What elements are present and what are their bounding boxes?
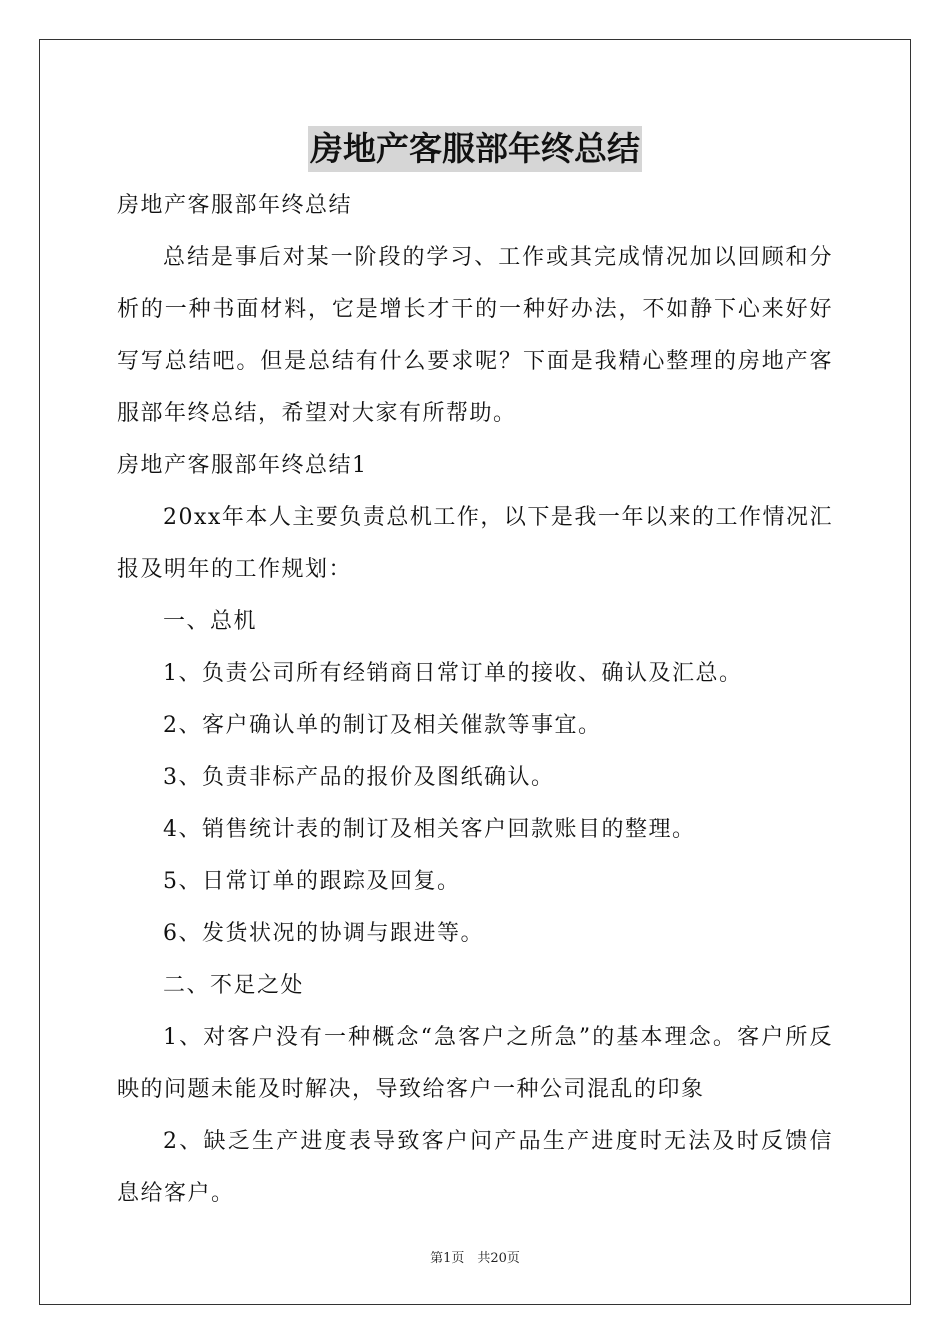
- title-area: [0, 126, 950, 172]
- list-item: 2、缺乏生产进度表导致客户问产品生产进度时无法及时反馈信息给客户。: [117, 1129, 833, 1206]
- section-heading: 房地产客服部年终总结1: [117, 453, 368, 478]
- page-number: 第1页 共20页: [430, 1251, 520, 1266]
- list-item: 3、负责非标产品的报价及图纸确认。: [163, 765, 555, 790]
- list-item: 1、对客户没有一种概念“急客户之所急”的基本理念。客户所反映的问题未能及时解决，导致给客户一种公司混乱的印象: [117, 1025, 833, 1102]
- paragraph: 20xx年本人主要负责总机工作，以下是我一年以来的工作情况汇报及明年的工作规划：: [117, 505, 833, 582]
- paragraph: 房地产客服部年终总结: [117, 193, 353, 218]
- list-item: 2、客户确认单的制订及相关催款等事宜。: [163, 713, 602, 738]
- list-item: 1、负责公司所有经销商日常订单的接收、确认及汇总。: [163, 661, 743, 686]
- document-title: 房地产客服部年终总结: [308, 126, 642, 172]
- document-body: [117, 180, 833, 1220]
- section-heading: 一、总机: [163, 609, 258, 634]
- list-item: 5、日常订单的跟踪及回复。: [163, 869, 461, 894]
- list-item: 6、发货状况的协调与跟进等。: [163, 921, 484, 946]
- section-heading: 二、不足之处: [163, 973, 305, 998]
- paragraph: 总结是事后对某一阶段的学习、工作或其完成情况加以回顾和分析的一种书面材料，它是增长才干的一种好办法，不如静下心来好好写写总结吧。但是总结有什么要求呢？下面是我精心整理的房地产客服部年终总结，希望对大家有所帮助。: [117, 245, 833, 426]
- list-item: 4、销售统计表的制订及相关客户回款账目的整理。: [163, 817, 696, 842]
